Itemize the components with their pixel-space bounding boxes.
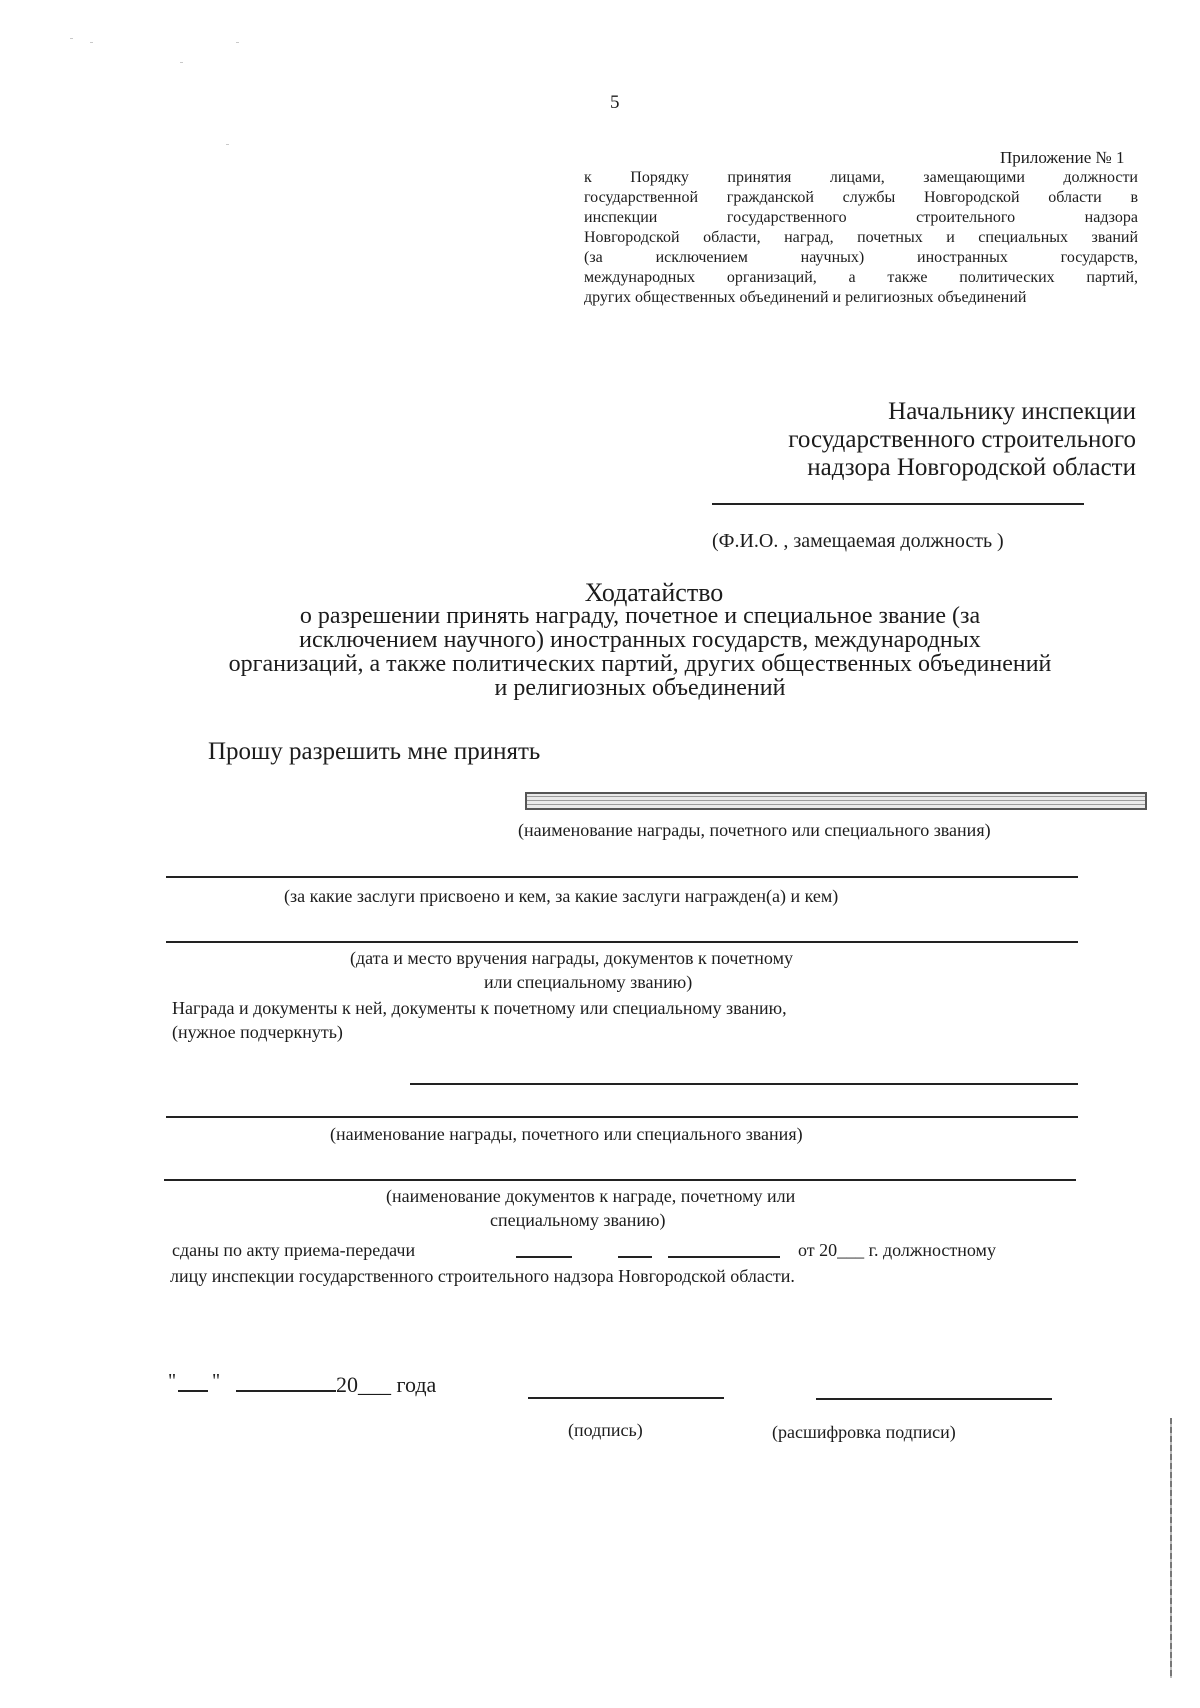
appendix-line: инспекции государственного строительного надзора (584, 209, 1138, 226)
appendix-line: государственной гражданской службы Новгородской области в (584, 189, 1138, 206)
date-day-blank (178, 1390, 208, 1392)
handover-text-2: лицу инспекции государственного строительного надзора Новгородской области. (170, 1266, 795, 1286)
appendix-line: других общественных объединений и религиозных объединений (584, 289, 1027, 306)
appendix-line: (за исключением научных) иностранных государств, (584, 249, 1138, 266)
date-quote-close: " (212, 1370, 221, 1392)
handover-blank (516, 1256, 572, 1258)
date-quote-open: " (168, 1370, 177, 1392)
docs-caption: специальному званию) (490, 1210, 666, 1230)
award-docs-text: Награда и документы к ней, документы к почетному или специальному званию, (172, 998, 787, 1018)
document-title: Ходатайство (584, 578, 724, 607)
award-name-caption-2: (наименование награды, почетного или специального звания) (330, 1124, 803, 1144)
document-subtitle (160, 604, 1120, 700)
addressee-line: государственного строительного (788, 426, 1136, 453)
handover-blank (668, 1256, 780, 1258)
subtitle-line: организаций, а также политических партий, других общественных объединений (228, 651, 1052, 677)
addressee-line: надзора Новгородской области (807, 454, 1136, 481)
handover-text: сданы по акту приема-передачи (172, 1240, 416, 1260)
signature-line (528, 1397, 724, 1399)
addressee (788, 398, 1136, 482)
scan-edge-mark (1170, 1418, 1172, 1678)
merits-caption: (за какие заслуги присвоено и кем, за какие заслуги награжден(а) и кем) (284, 886, 839, 906)
handover-blank (618, 1256, 652, 1258)
scan-speck (226, 144, 229, 145)
fio-line (712, 503, 1084, 505)
appendix-line: к Порядку принятия лицами, замещающими должности (584, 169, 1138, 186)
addressee-line: Начальнику инспекции (888, 398, 1136, 425)
subtitle-line: и религиозных объединений (494, 675, 786, 701)
appendix-line: международных организаций, а также политических партий, (584, 269, 1138, 286)
date-year-text: 20___ года (336, 1372, 437, 1397)
date-place-caption: (дата и место вручения награды, документов к почетному (350, 948, 793, 968)
merits-line (166, 876, 1078, 878)
appendix-line: Новгородской области, наград, почетных и специальных званий (584, 229, 1138, 246)
page-number: 5 (610, 92, 620, 113)
docs-line (164, 1179, 1076, 1181)
signature-decoding-caption: (расшифровка подписи) (772, 1422, 956, 1442)
scan-speck (180, 62, 183, 63)
date-place-line (166, 941, 1078, 943)
scan-speck (236, 42, 239, 43)
appendix-title: Приложение № 1 (1000, 148, 1125, 167)
appendix-text (584, 168, 1138, 308)
date-place-caption: или специальному званию) (484, 972, 693, 992)
scan-speck (70, 38, 73, 39)
handover-date-text: от 20___ г. должностному (798, 1240, 996, 1260)
subtitle-line: исключением научного) иностранных государств, международных (299, 627, 981, 653)
underline-note: (нужное подчеркнуть) (172, 1022, 343, 1042)
award-line-2 (166, 1116, 1078, 1118)
redacted-award-field (525, 792, 1147, 810)
award-name-caption: (наименование награды, почетного или специального звания) (518, 820, 991, 840)
signature-decoding-line (816, 1398, 1052, 1400)
award-line-1 (410, 1083, 1078, 1085)
signature-caption: (подпись) (568, 1420, 643, 1440)
docs-caption: (наименование документов к награде, почетному или (386, 1186, 796, 1206)
fio-caption: (Ф.И.О. , замещаемая должность ) (712, 530, 1004, 552)
scan-speck (90, 42, 93, 43)
date-month-blank (236, 1390, 336, 1392)
request-text: Прошу разрешить мне принять (208, 738, 541, 765)
subtitle-line: о разрешении принять награду, почетное и специальное звание (за (299, 603, 981, 629)
